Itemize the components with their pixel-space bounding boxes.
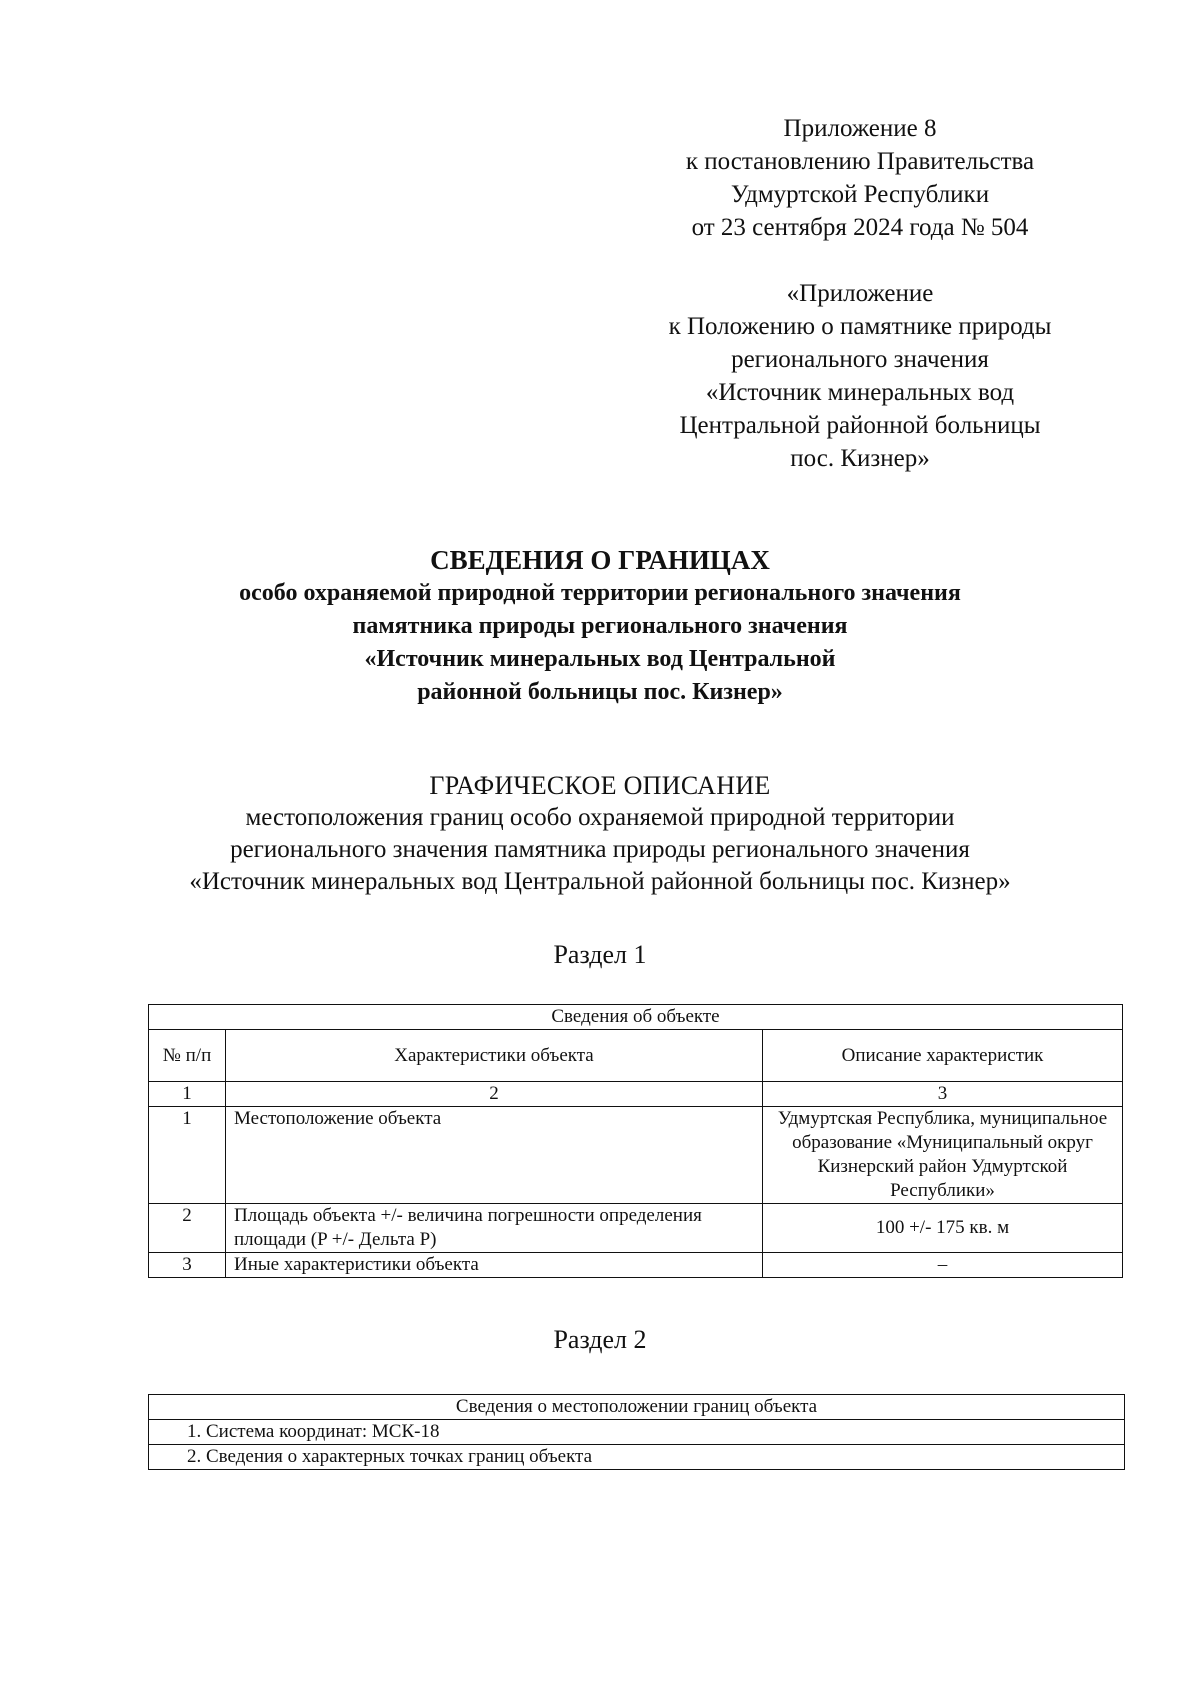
appendix-line: от 23 сентября 2024 года № 504 [691, 214, 1029, 241]
column-header-num: № п/п [149, 1030, 226, 1082]
table-row [149, 1445, 1125, 1470]
graphic-line: местоположения границ особо охраняемой природной территории [245, 804, 955, 831]
row-name: Площадь объекта +/- величина погрешности определения площади (P +/- Дельта P) [226, 1204, 763, 1253]
row-num: 1 [149, 1107, 226, 1204]
appendix-line: Удмуртской Республики [730, 181, 990, 208]
appendix-line: к постановлению Правительства [685, 148, 1035, 175]
row-value: 100 +/- 175 кв. м [763, 1204, 1123, 1253]
title-main: СВЕДЕНИЯ О ГРАНИЦАХ [430, 545, 770, 575]
row-value: – [763, 1253, 1123, 1278]
table-caption-row [149, 1005, 1123, 1030]
sub-appendix-line: к Положению о памятнике природы [668, 313, 1052, 340]
table-row [149, 1420, 1125, 1445]
graphic-line: регионального значения памятника природы регионального значения [230, 836, 970, 863]
title-line: «Источник минеральных вод Центральной [364, 646, 836, 672]
column-header-value: Описание характеристик [763, 1030, 1123, 1082]
title-line: районной больницы пос. Кизнер» [417, 679, 783, 705]
object-info-table [148, 1004, 1123, 1278]
document-title [160, 544, 1040, 709]
sub-appendix-line: пос. Кизнер» [790, 445, 930, 472]
title-line: особо охраняемой природной территории регионального значения [239, 580, 961, 606]
row-value: Удмуртская Республика, муниципальное образование «Муниципальный округ Кизнерский район Удмуртской Республики» [763, 1107, 1123, 1204]
row-name: Иные характеристики объекта [226, 1253, 763, 1278]
appendix-line: Приложение 8 [783, 115, 937, 142]
boundary-info-table [148, 1394, 1125, 1470]
sub-appendix-line: Центральной районной больницы [679, 412, 1041, 439]
row-num: 3 [149, 1253, 226, 1278]
row-num: 2 [149, 1204, 226, 1253]
table-header-row [149, 1030, 1123, 1082]
sub-appendix-line: «Источник минеральных вод [705, 379, 1015, 406]
title-line: памятника природы регионального значения [352, 613, 848, 639]
table-row [149, 1107, 1123, 1204]
sub-appendix-line: регионального значения [731, 346, 989, 373]
graphic-description [120, 770, 1080, 898]
graphic-line: «Источник минеральных вод Центральной районной больницы пос. Кизнер» [189, 868, 1011, 895]
appendix-header [620, 112, 1100, 475]
column-header-name: Характеристики объекта [226, 1030, 763, 1082]
column-number: 2 [226, 1082, 763, 1107]
sub-appendix-line: «Приложение [786, 280, 934, 307]
row-name: Местоположение объекта [226, 1107, 763, 1204]
column-number: 3 [763, 1082, 1123, 1107]
column-number: 1 [149, 1082, 226, 1107]
table-caption: Сведения об объекте [149, 1005, 1123, 1030]
table-row [149, 1204, 1123, 1253]
table-caption-row [149, 1395, 1125, 1420]
section-1-heading: Раздел 1 [553, 940, 647, 969]
row-text: 1. Система координат: МСК-18 [149, 1420, 1125, 1445]
table-caption: Сведения о местоположении границ объекта [149, 1395, 1125, 1420]
row-text: 2. Сведения о характерных точках границ объекта [149, 1445, 1125, 1470]
section-2-heading: Раздел 2 [553, 1325, 647, 1354]
table-row [149, 1253, 1123, 1278]
column-number-row [149, 1082, 1123, 1107]
graphic-heading: ГРАФИЧЕСКОЕ ОПИСАНИЕ [429, 771, 771, 800]
